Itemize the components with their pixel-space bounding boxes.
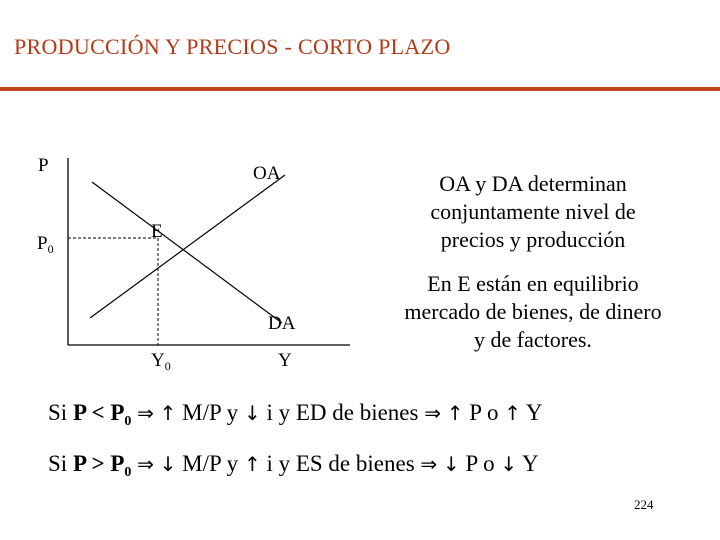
rule-price-above: Si $P > P_0$ ⇒ ↓ M/P y ↑ i y ES de bienes ⇒ ↓ P o ↓ Y [48, 451, 539, 480]
page-number: 224 [634, 497, 654, 512]
arrow-down-icon: ↓ [442, 452, 460, 476]
axis-y-label: P [38, 155, 49, 176]
arrow-up-icon: ↑ [159, 401, 177, 425]
oa-supply-curve [90, 175, 285, 318]
oa-label: OA [253, 163, 281, 184]
y0-label: $Y_0$ [151, 350, 171, 373]
arrow-down-icon: ↓ [500, 452, 518, 476]
arrow-up-icon: ↑ [446, 401, 464, 425]
arrow-up-icon: ↑ [504, 401, 521, 425]
da-label: DA [268, 313, 296, 334]
rule-price-below: Si $P < P_0$ ⇒ ↑ M/P y ↓ i y ED de bienes ⇒ ↑ P o ↑ Y [48, 400, 543, 429]
p0-label: $P_0$ [37, 233, 54, 256]
implies-icon: ⇒ [137, 401, 154, 425]
slide-title: PRODUCCIÓN Y PRECIOS - CORTO PLAZO [14, 34, 451, 59]
note-determination: OA y DA determinan conjuntamente nivel de precios y producción [430, 171, 636, 252]
axis-x-label: Y [278, 350, 292, 371]
da-demand-curve [92, 182, 282, 323]
arrow-up-icon: ↑ [243, 452, 261, 476]
implies-icon: ⇒ [137, 452, 154, 476]
implies-icon: ⇒ [420, 452, 438, 476]
note-equilibrium: En E están en equilibrio mercado de bienes, de dinero y de factores. [404, 271, 662, 352]
implies-icon: ⇒ [424, 401, 441, 425]
arrow-down-icon: ↓ [159, 452, 177, 476]
arrow-down-icon: ↓ [243, 401, 261, 425]
equilibrium-label: E [151, 221, 163, 242]
